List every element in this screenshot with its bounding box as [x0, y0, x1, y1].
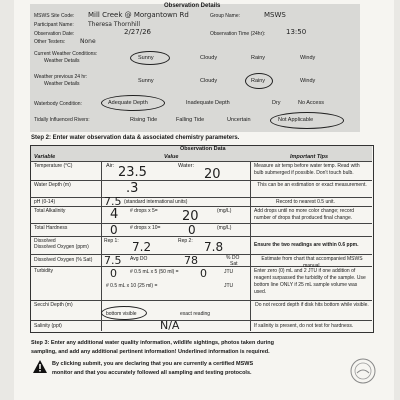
depth-value[interactable]: .3: [126, 181, 139, 196]
col-divider-1: [101, 161, 102, 331]
sat-label: Sat: [230, 261, 238, 267]
worksheet-page: [14, 0, 394, 400]
secchi-exact-reading[interactable]: exact reading: [180, 311, 211, 317]
tidal-falling[interactable]: Falling Tide: [176, 117, 205, 123]
previous-weather-details-label: Weather Details: [44, 81, 80, 87]
hardness-units: (mg/L): [217, 225, 232, 231]
group-name-value[interactable]: MSWS: [264, 11, 286, 19]
current-weather-label: Current Weather Conditions:: [34, 51, 98, 57]
details-title: Observation Details: [164, 3, 221, 9]
waterbody-label: Waterbody Condition:: [34, 101, 82, 107]
hardness-label: Total Hardness: [34, 225, 68, 231]
turbidity-b-label: # 0.5 mL x 10 (25 ml) =: [106, 283, 158, 289]
waterbody-adequate[interactable]: Adequate Depth: [108, 100, 148, 106]
tidal-rising[interactable]: Rising Tide: [130, 117, 158, 123]
ph-label: pH (0-14): [34, 199, 56, 205]
turbidity-a-label: # 0.5 mL x 5 (50 ml) =: [130, 269, 179, 275]
site-code-label: MSWS Site Code:: [34, 13, 75, 19]
do-ppm-label-1: Dissolved: [34, 238, 56, 244]
hardness-drops-value[interactable]: 0: [110, 223, 118, 237]
tidal-uncertain[interactable]: Uncertain: [227, 117, 251, 123]
alkalinity-drops-value[interactable]: 4: [110, 207, 119, 222]
air-temp-value[interactable]: 23.5: [118, 165, 147, 180]
previous-weather-selection-circle: [245, 73, 273, 89]
ph-tip: Record to nearest 0.5 unit.: [276, 199, 335, 205]
warning-text-b: monitor and that you accurately followed all sampling and testing protocols.: [52, 370, 252, 376]
turbidity-a-result[interactable]: 0: [200, 267, 207, 280]
hardness-drops-label: # drops x 10=: [130, 225, 161, 231]
salinity-label: Salinity (ppt): [34, 323, 62, 329]
row-line: [30, 180, 372, 181]
row-line: [30, 300, 372, 301]
waterbody-selection-circle: [101, 95, 165, 111]
rep2-label: Rep 2:: [178, 238, 193, 244]
rep2-value[interactable]: 7.8: [204, 240, 224, 254]
organization-seal: [350, 358, 376, 384]
step2-heading: Step 2: Enter water observation data & associated chemistry parameters.: [31, 135, 240, 141]
other-testers-label: Other Testers:: [34, 39, 66, 45]
other-testers-value[interactable]: None: [80, 38, 96, 45]
salinity-value[interactable]: N/A: [160, 319, 180, 332]
step3-text-a: Step 3: Enter any additional water quality information, wildlife sightings, photos taken during: [31, 340, 274, 346]
participant-value[interactable]: Theresa Thornhill: [88, 21, 141, 28]
do-tip: Ensure the two readings are within 0.6 ppm.: [254, 242, 359, 248]
do-pct-value[interactable]: 78: [184, 254, 198, 267]
secchi-bottom-visible[interactable]: bottom visible: [106, 311, 137, 317]
col-tips: Important Tips: [290, 154, 329, 160]
warning-text-a: By clicking submit, you are declaring that you are currently a certified MSWS: [52, 361, 254, 367]
depth-tip: This can be an estimation or exact measurement.: [257, 182, 367, 188]
secchi-label: Secchi Depth (m): [34, 302, 73, 308]
do-sat-tip: Estimate from chart that accompanied MSWS manual.: [261, 256, 363, 269]
air-label: Air:: [106, 163, 115, 169]
waterbody-dry[interactable]: Dry: [272, 100, 281, 106]
temp-tip: Measure air temp before water temp. Read with bulb submerged if possible. Don't touch bulb.: [254, 163, 360, 176]
row-line: [30, 223, 372, 224]
do-sat-label: Dissolved Oxygen (% Sat): [34, 257, 93, 263]
rep1-label: Rep 1:: [104, 238, 119, 244]
avg-do-label: Avg DO: [130, 256, 148, 262]
tidal-not-applicable[interactable]: Not Applicable: [278, 117, 314, 123]
ph-value[interactable]: 7.5: [104, 195, 122, 208]
col-divider-2: [250, 161, 251, 331]
alkalinity-result-value[interactable]: 20: [182, 209, 199, 224]
current-weather-details-label: Weather Details: [44, 58, 80, 64]
secchi-selection-circle: [101, 306, 147, 320]
turbidity-label: Turbidity: [34, 268, 53, 274]
do-ppm-label: Dissolved Oxygen (ppm): [34, 244, 89, 250]
alkalinity-tip: Add drops until no more color change; record number of drops that produced final change.: [254, 208, 355, 221]
prev-weather-rainy[interactable]: Rainy: [251, 78, 266, 84]
step3-text-b: sampling, and add any additional pertinent information! Underlined information is required.: [31, 349, 270, 355]
row-line: [30, 236, 372, 237]
alkalinity-units: (mg/L): [217, 208, 232, 214]
temp-label: Temperature (°C): [34, 163, 73, 169]
prev-weather-sunny[interactable]: Sunny: [138, 78, 154, 84]
date-label: Observation Date:: [34, 31, 75, 37]
hardness-result-value[interactable]: 0: [188, 223, 196, 237]
row-line: [30, 161, 372, 162]
row-line: [30, 206, 372, 207]
turbidity-a-value[interactable]: 0: [110, 267, 117, 280]
col-value: Value: [164, 154, 179, 160]
alkalinity-label: Total Alkalinity: [34, 208, 66, 214]
waterbody-no-access[interactable]: No Access: [298, 100, 324, 106]
group-name-label: Group Name:: [210, 13, 241, 19]
site-code-value[interactable]: Mill Creek @ Morgantown Rd: [88, 11, 189, 19]
table-title: Observation Data: [180, 146, 226, 152]
secchi-tip: Do not record depth if disk hits bottom while visible.: [255, 302, 369, 308]
tidal-label: Tidally Influenced Rivers:: [34, 117, 90, 123]
prev-weather-cloudy[interactable]: Cloudy: [200, 78, 218, 84]
row-line: [30, 320, 372, 321]
prev-weather-windy[interactable]: Windy: [300, 78, 316, 84]
col-variable: Variable: [34, 154, 56, 160]
time-value[interactable]: 13:50: [286, 28, 307, 36]
previous-weather-label: Weather previous 24 hr:: [34, 74, 88, 80]
current-weather-selection-circle: [130, 51, 170, 65]
do-pct-label: % DO: [226, 255, 240, 261]
weather-cloudy[interactable]: Cloudy: [200, 55, 218, 61]
tidal-selection-circle: [270, 112, 344, 129]
time-label: Observation Time (24hr):: [210, 31, 266, 37]
do-avg-value[interactable]: 7.5: [104, 254, 122, 267]
row-line: [30, 254, 372, 255]
row-line: [30, 197, 372, 198]
date-value[interactable]: 2/27/26: [124, 28, 151, 36]
depth-label: Water Depth (m): [34, 182, 71, 188]
jtu-label-b: JTU: [224, 283, 234, 289]
rep1-value[interactable]: 7.2: [132, 240, 152, 254]
water-label: Water:: [178, 163, 194, 169]
warning-icon: [33, 360, 47, 373]
jtu-label-a: JTU: [224, 269, 234, 275]
salinity-tip: If salinity is present, do not test for hardness.: [254, 323, 354, 329]
weather-rainy[interactable]: Rainy: [251, 55, 266, 61]
turbidity-tip: Enter zero (0) mL and 2 JTU if one addition of reagent surpassed the turbidity of the sample. Use bottom line ONLY if 25 mL sample volume was used.: [254, 268, 366, 295]
weather-windy[interactable]: Windy: [300, 55, 316, 61]
alkalinity-drops-label: # drops x 5=: [130, 208, 158, 214]
participant-label: Participant Name:: [34, 22, 74, 28]
weather-sunny[interactable]: Sunny: [138, 55, 154, 61]
waterbody-inadequate[interactable]: Inadequate Depth: [186, 100, 230, 106]
ph-units: (standard international units): [124, 199, 188, 205]
water-temp-value[interactable]: 20: [204, 167, 221, 182]
